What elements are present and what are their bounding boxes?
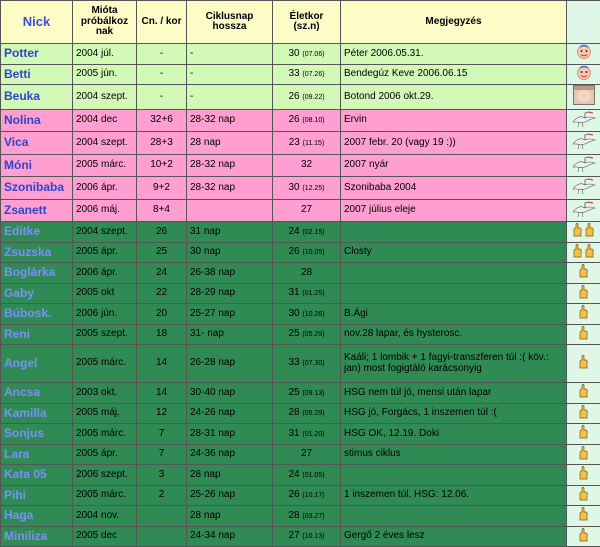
member-nick[interactable]: Móni xyxy=(1,154,73,177)
cycle-value: 24-34 nap xyxy=(187,526,273,547)
col-header-nick: Nick xyxy=(1,1,73,44)
cn-value xyxy=(137,526,187,547)
age-value xyxy=(273,424,341,445)
cycle-value: - xyxy=(187,64,273,85)
age-number: 26 xyxy=(288,91,299,102)
cycle-value: 28-32 nap xyxy=(187,154,273,177)
cycle-value: 28-32 nap xyxy=(187,109,273,132)
age-value xyxy=(273,383,341,404)
age-number: 26 xyxy=(288,246,299,257)
note-value: Bendegúz Keve 2006.06.15 xyxy=(341,64,567,85)
table-row xyxy=(1,154,600,177)
cycle-value: 25-26 nap xyxy=(187,485,273,506)
col-header-icon xyxy=(567,1,600,44)
member-nick[interactable]: Vica xyxy=(1,132,73,155)
cycle-value: 30-40 nap xyxy=(187,383,273,404)
cn-value: - xyxy=(137,64,187,85)
since-value: 2003 okt. xyxy=(73,383,137,404)
cn-value: 7 xyxy=(137,444,187,465)
age-number: 32 xyxy=(301,159,312,170)
status-icon-cell xyxy=(567,526,600,547)
birth-date: (11.15) xyxy=(303,140,325,147)
age-value xyxy=(273,154,341,177)
crossed-fingers-icon xyxy=(577,535,591,546)
member-nick[interactable]: Gaby xyxy=(1,283,73,304)
cn-value: 32+6 xyxy=(137,109,187,132)
cn-value: 9+2 xyxy=(137,177,187,200)
cn-value: 22 xyxy=(137,283,187,304)
age-value xyxy=(273,283,341,304)
note-value: Gergő 2 éves lesz xyxy=(341,526,567,547)
status-icon-cell xyxy=(567,465,600,486)
age-value xyxy=(273,177,341,200)
table-row xyxy=(1,132,600,155)
age-number: 26 xyxy=(288,114,299,125)
member-nick[interactable]: Haga xyxy=(1,506,73,527)
age-value xyxy=(273,85,341,110)
age-number: 27 xyxy=(301,448,312,459)
stork-icon xyxy=(571,142,597,153)
age-number: 24 xyxy=(288,226,299,237)
age-value xyxy=(273,345,341,383)
birth-date: (07.26) xyxy=(302,71,324,78)
since-value: 2006 ápr. xyxy=(73,263,137,284)
status-icon-cell xyxy=(567,424,600,445)
status-icon-cell xyxy=(567,403,600,424)
cycle-value: 24-26 nap xyxy=(187,403,273,424)
stork-icon xyxy=(571,187,597,198)
table-row xyxy=(1,85,600,110)
age-number: 30 xyxy=(288,48,299,59)
birth-date: (07.06) xyxy=(302,51,324,58)
since-value: 2004 szept. xyxy=(73,85,137,110)
birth-date: (03.27) xyxy=(302,513,324,520)
status-icon-cell xyxy=(567,324,600,345)
note-value: HSG jó, Forgács, 1 inszemen túl :( xyxy=(341,403,567,424)
cn-value: 10+2 xyxy=(137,154,187,177)
member-nick[interactable]: Kamilla xyxy=(1,403,73,424)
age-value xyxy=(273,444,341,465)
member-nick[interactable]: Editke xyxy=(1,222,73,243)
table-row xyxy=(1,444,600,465)
status-icon-cell xyxy=(567,242,600,263)
note-value xyxy=(341,222,567,243)
member-nick[interactable]: Reni xyxy=(1,324,73,345)
age-value xyxy=(273,304,341,325)
birth-date: (08.10) xyxy=(302,117,324,124)
member-nick[interactable]: Potter xyxy=(1,44,73,65)
cn-value: 26 xyxy=(137,222,187,243)
cn-value: 25 xyxy=(137,242,187,263)
cn-value: - xyxy=(137,44,187,65)
birth-date: (09.13) xyxy=(302,390,324,397)
table-row xyxy=(1,263,600,284)
birth-date: (10.17) xyxy=(302,492,324,499)
note-value: nov.28 lapar, és hysterosc. xyxy=(341,324,567,345)
crossed-fingers-icon xyxy=(577,432,591,443)
note-value: 1 inszemen túl, HSG: 12.06. xyxy=(341,485,567,506)
age-number: 28 xyxy=(288,510,299,521)
birth-date: (10.13) xyxy=(302,533,324,540)
table-row xyxy=(1,199,600,222)
note-value: 2007 július eleje xyxy=(341,199,567,222)
status-icon-cell xyxy=(567,85,600,110)
cycle-value: - xyxy=(187,85,273,110)
table-row xyxy=(1,44,600,65)
birth-date: (07.30) xyxy=(302,360,324,367)
table-row xyxy=(1,526,600,547)
member-nick[interactable]: Angel xyxy=(1,345,73,383)
since-value: 2005 máj. xyxy=(73,403,137,424)
table-row xyxy=(1,304,600,325)
table-row xyxy=(1,506,600,527)
since-value: 2005 ápr. xyxy=(73,242,137,263)
note-value xyxy=(341,283,567,304)
crossed-fingers-icon xyxy=(577,453,591,464)
status-icon-cell xyxy=(567,154,600,177)
birth-date: (05.29) xyxy=(302,410,324,417)
age-value xyxy=(273,222,341,243)
status-icon-cell xyxy=(567,263,600,284)
since-value: 2005 jún. xyxy=(73,64,137,85)
baby-icon xyxy=(575,73,593,84)
member-nick[interactable]: Boglárka xyxy=(1,263,73,284)
age-number: 26 xyxy=(288,489,299,500)
crossed-fingers-icon xyxy=(577,312,591,323)
since-value: 2006 szept. xyxy=(73,465,137,486)
birth-date: (05.29) xyxy=(302,331,324,338)
table-row xyxy=(1,109,600,132)
age-value xyxy=(273,324,341,345)
age-value xyxy=(273,64,341,85)
cycle-value: 31 nap xyxy=(187,222,273,243)
since-value: 2005 szept. xyxy=(73,324,137,345)
cn-value: 24 xyxy=(137,263,187,284)
age-value xyxy=(273,44,341,65)
table-row xyxy=(1,345,600,383)
cycle-value: 28-32 nap xyxy=(187,177,273,200)
age-value xyxy=(273,263,341,284)
cycle-value: 26-28 nap xyxy=(187,345,273,383)
age-value xyxy=(273,242,341,263)
table-row xyxy=(1,177,600,200)
note-value: Ervin xyxy=(341,109,567,132)
note-value xyxy=(341,465,567,486)
crossed-fingers-icon xyxy=(577,292,591,303)
since-value: 2005 márc. xyxy=(73,424,137,445)
stork-icon xyxy=(571,210,597,221)
cn-value: 8+4 xyxy=(137,199,187,222)
cycle-value: 30 nap xyxy=(187,242,273,263)
note-value xyxy=(341,263,567,284)
table-row xyxy=(1,383,600,404)
birth-date: (10.05) xyxy=(302,249,324,256)
since-value: 2006 ápr. xyxy=(73,177,137,200)
header-row xyxy=(1,1,600,44)
cn-value: 28+3 xyxy=(137,132,187,155)
status-icon-cell xyxy=(567,177,600,200)
cycle-value: 26-38 nap xyxy=(187,263,273,284)
col-header-age: Életkor (sz.n) xyxy=(273,1,341,44)
cycle-value: 31- nap xyxy=(187,324,273,345)
age-value xyxy=(273,132,341,155)
member-nick[interactable]: Szonibaba xyxy=(1,177,73,200)
age-number: 27 xyxy=(288,530,299,541)
status-icon-cell xyxy=(567,485,600,506)
status-icon-cell xyxy=(567,199,600,222)
cycle-value: 25-27 nap xyxy=(187,304,273,325)
age-value xyxy=(273,403,341,424)
since-value: 2005 márc. xyxy=(73,154,137,177)
cycle-value xyxy=(187,199,273,222)
age-number: 28 xyxy=(301,267,312,278)
member-nick[interactable]: Ancsa xyxy=(1,383,73,404)
status-icon-cell xyxy=(567,222,600,243)
note-value: Botond 2006 okt.29. xyxy=(341,85,567,110)
baby-photo-icon xyxy=(573,97,595,108)
col-header-since: Mióta próbálkoz nak xyxy=(73,1,137,44)
cycle-value: 28-29 nap xyxy=(187,283,273,304)
status-icon-cell xyxy=(567,444,600,465)
col-header-note: Megjegyzés xyxy=(341,1,567,44)
age-value xyxy=(273,109,341,132)
age-number: 33 xyxy=(288,68,299,79)
since-value: 2005 márc. xyxy=(73,485,137,506)
crossed-fingers-icon xyxy=(577,271,591,282)
status-icon-cell xyxy=(567,345,600,383)
birth-date: (01.05) xyxy=(302,472,324,479)
stork-icon xyxy=(571,120,597,131)
member-nick[interactable]: Betti xyxy=(1,64,73,85)
crossed-fingers-icon xyxy=(577,362,591,373)
age-value xyxy=(273,485,341,506)
age-value xyxy=(273,199,341,222)
since-value: 2004 nov. xyxy=(73,506,137,527)
crossed-fingers-icon xyxy=(577,333,591,344)
note-value: Kaáli; 1 lombik + 1 fagyi-transzferen túl :( köv.: jan) most fogigtáló karácsonyig xyxy=(341,345,567,383)
since-value: 2005 ápr. xyxy=(73,444,137,465)
stork-icon xyxy=(571,165,597,176)
note-value: HSG OK, 12.19. Doki xyxy=(341,424,567,445)
age-number: 24 xyxy=(288,469,299,480)
cn-value: 20 xyxy=(137,304,187,325)
since-value: 2005 okt xyxy=(73,283,137,304)
member-nick[interactable]: Kata 05 xyxy=(1,465,73,486)
cn-value: 14 xyxy=(137,383,187,404)
member-nick[interactable]: Búbosk. xyxy=(1,304,73,325)
crossed-fingers-icon xyxy=(577,391,591,402)
age-value xyxy=(273,506,341,527)
status-icon-cell xyxy=(567,64,600,85)
since-value: 2006 máj. xyxy=(73,199,137,222)
note-value: Péter 2006.05.31. xyxy=(341,44,567,65)
cycle-value: 28 nap xyxy=(187,465,273,486)
age-number: 28 xyxy=(288,407,299,418)
cycle-value: 24-36 nap xyxy=(187,444,273,465)
status-icon-cell xyxy=(567,383,600,404)
member-nick[interactable]: Zsuzska xyxy=(1,242,73,263)
table-row xyxy=(1,485,600,506)
cycle-value: 28 nap xyxy=(187,506,273,527)
note-value: Szonibaba 2004 xyxy=(341,177,567,200)
status-icon-cell xyxy=(567,44,600,65)
note-value: 2007 nyár xyxy=(341,154,567,177)
col-header-cycle: Ciklusnap hossza xyxy=(187,1,273,44)
crossed-fingers-icon xyxy=(571,230,597,241)
baby-icon xyxy=(575,52,593,63)
birth-date: (01.25) xyxy=(302,290,324,297)
age-number: 25 xyxy=(288,328,299,339)
cn-value: 12 xyxy=(137,403,187,424)
since-value: 2004 júl. xyxy=(73,44,137,65)
note-value: 2007 febr. 20 (vagy 19 :)) xyxy=(341,132,567,155)
crossed-fingers-icon xyxy=(577,473,591,484)
note-value: stimus ciklus xyxy=(341,444,567,465)
age-value xyxy=(273,526,341,547)
since-value: 2006 jún. xyxy=(73,304,137,325)
birth-date: (12.25) xyxy=(302,185,324,192)
age-value xyxy=(273,465,341,486)
cn-value xyxy=(137,506,187,527)
age-number: 31 xyxy=(288,428,299,439)
crossed-fingers-icon xyxy=(577,514,591,525)
birth-date: (02.15) xyxy=(302,229,324,236)
status-icon-cell xyxy=(567,132,600,155)
member-nick[interactable]: Nolina xyxy=(1,109,73,132)
status-icon-cell xyxy=(567,304,600,325)
note-value: Closty xyxy=(341,242,567,263)
member-nick[interactable]: Sonjus xyxy=(1,424,73,445)
age-number: 31 xyxy=(288,287,299,298)
table-row xyxy=(1,283,600,304)
note-value: B.Ági xyxy=(341,304,567,325)
crossed-fingers-icon xyxy=(577,412,591,423)
cn-value: 18 xyxy=(137,324,187,345)
member-nick[interactable]: Zsanett xyxy=(1,199,73,222)
table-row xyxy=(1,242,600,263)
since-value: 2004 dec xyxy=(73,109,137,132)
cn-value: 14 xyxy=(137,345,187,383)
since-value: 2004 szept. xyxy=(73,132,137,155)
note-value xyxy=(341,506,567,527)
cn-value: - xyxy=(137,85,187,110)
cn-value: 7 xyxy=(137,424,187,445)
cycle-value: 28-31 nap xyxy=(187,424,273,445)
cn-value: 2 xyxy=(137,485,187,506)
birth-date: (09.22) xyxy=(302,94,324,101)
note-value: HSG nem túl jó, mensi után lapar xyxy=(341,383,567,404)
crossed-fingers-icon xyxy=(571,251,597,262)
status-icon-cell xyxy=(567,506,600,527)
status-icon-cell xyxy=(567,109,600,132)
crossed-fingers-icon xyxy=(577,494,591,505)
birth-date: (10.26) xyxy=(302,311,324,318)
age-number: 27 xyxy=(301,204,312,215)
table-row xyxy=(1,222,600,243)
member-nick[interactable]: Pihi xyxy=(1,485,73,506)
birth-date: (01.20) xyxy=(302,431,324,438)
cn-value: 3 xyxy=(137,465,187,486)
since-value: 2005 dec xyxy=(73,526,137,547)
age-number: 33 xyxy=(288,357,299,368)
col-header-cn: Cn. / kor xyxy=(137,1,187,44)
table-row xyxy=(1,465,600,486)
cycle-value: - xyxy=(187,44,273,65)
age-number: 25 xyxy=(288,387,299,398)
member-nick[interactable]: Miniliza xyxy=(1,526,73,547)
table-row xyxy=(1,403,600,424)
member-nick[interactable]: Lara xyxy=(1,444,73,465)
since-value: 2005 márc. xyxy=(73,345,137,383)
table-row xyxy=(1,64,600,85)
cycle-value: 28 nap xyxy=(187,132,273,155)
table-row xyxy=(1,324,600,345)
age-number: 30 xyxy=(288,308,299,319)
member-nick[interactable]: Beuka xyxy=(1,85,73,110)
table-row xyxy=(1,424,600,445)
age-number: 30 xyxy=(288,182,299,193)
status-icon-cell xyxy=(567,283,600,304)
since-value: 2004 szept. xyxy=(73,222,137,243)
age-number: 23 xyxy=(289,137,300,148)
